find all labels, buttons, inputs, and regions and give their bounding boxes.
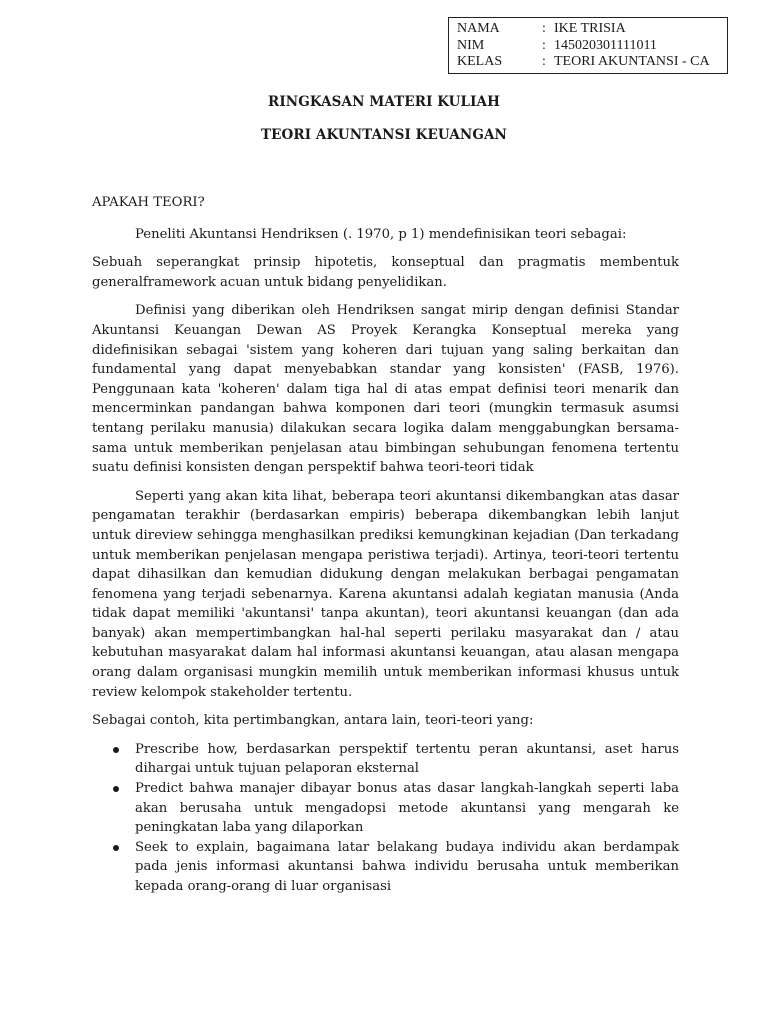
nama-label: NAMA — [457, 21, 500, 36]
kelas-value: TEORI AKUNTANSI - CA — [554, 54, 710, 69]
list-item-text: Prescribe how, berdasarkan perspektif tertentu peran akuntansi, aset harus dihargai untuk tujuan pelaporan eksternal — [135, 741, 679, 777]
bullet-list — [92, 740, 679, 897]
paragraph: Sebuah seperangkat prinsip hipotetis, konseptual dan pragmatis membentuk generalframework acuan untuk bidang penyelidikan. — [92, 255, 679, 290]
document-title: RINGKASAN MATERI KULIAH — [268, 94, 500, 110]
document-body — [92, 193, 679, 897]
id-row-kelas — [457, 54, 727, 71]
nim-label: NIM — [457, 37, 485, 53]
section-heading: APAKAH TEORI? — [92, 195, 205, 210]
nim-colon: : — [542, 37, 546, 53]
paragraph: Definisi yang diberikan oleh Hendriksen sangat mirip dengan definisi Standar Akuntansi Keuangan Dewan AS Proyek Kerangka Konseptual mereka yang didefinisikan sebagai 'sistem yang koheren dari tujuan yang saling berkaitan dan fundamental yang dapat menyebabkan standar yang konsisten' (FASB, 1976). Penggunaan kata 'koheren' dalam tiga hal di atas empat definisi teori menarik dan mencerminkan pandangan bahwa komponen dari teori (mungkin termasuk asumsi tentang perilaku manusia) dilakukan secara logika dalam menggabungkan bersama-sama untuk memberikan penjelasan atau bimbingan sehubungan fenomena tertentu suatu definisi konsisten dengan perspektif bahwa teori-teori tidak — [92, 303, 679, 476]
list-item-text: Predict bahwa manajer dibayar bonus atas dasar langkah-langkah seperti laba akan berusaha untuk mengadopsi metode akuntansi yang mengarah ke peningkatan laba yang dilaporkan — [135, 781, 679, 836]
student-id-box — [448, 17, 728, 74]
list-item — [92, 779, 679, 838]
bullet-icon — [113, 845, 119, 851]
list-item — [92, 838, 679, 897]
id-row-nama — [457, 21, 727, 38]
kelas-label: KELAS — [457, 54, 503, 69]
kelas-colon: : — [542, 54, 546, 69]
nama-colon: : — [542, 21, 546, 36]
document-subtitle: TEORI AKUNTANSI KEUANGAN — [261, 127, 507, 143]
paragraph: Sebagai contoh, kita pertimbangkan, antara lain, teori-teori yang: — [92, 713, 534, 729]
paragraph: Peneliti Akuntansi Hendriksen (. 1970, p 1) mendefinisikan teori sebagai: — [135, 226, 627, 242]
nama-value: IKE TRISIA — [554, 21, 626, 36]
bullet-icon — [113, 786, 119, 792]
id-row-nim — [457, 38, 727, 55]
bullet-icon — [113, 747, 119, 753]
list-item-text: Seek to explain, bagaimana latar belakang budaya individu akan berdampak pada jenis informasi akuntansi bahwa individu berusaha untuk memberikan kepada orang-orang di luar organisasi — [135, 839, 679, 894]
nim-value: 145020301111011 — [554, 37, 657, 53]
list-item — [92, 740, 679, 779]
paragraph: Seperti yang akan kita lihat, beberapa teori akuntansi dikembangkan atas dasar pengamatan terakhir (berdasarkan empiris) beberapa dikembangkan lebih lanjut untuk direview sehingga menghasilkan prediksi kemungkinan kejadian (Dan terkadang untuk memberikan penjelasan mengapa peristiwa terjadi). Artinya, teori-teori tertentu dapat dihasilkan dan kemudian didukung dengan melakukan berbagai pengamatan fenomena yang terjadi sebenarnya. Karena akuntansi adalah kegiatan manusia (Anda tidak dapat memiliki 'akuntansi' tanpa akuntan), teori akuntansi keuangan (dan ada banyak) akan mempertimbangkan hal-hal seperti perilaku masyarakat dan / atau kebutuhan masyarakat dalam hal informasi akuntansi keuangan, atau alasan mengapa orang dalam organisasi mungkin memilih untuk memberikan informasi khusus untuk review kelompok stakeholder tertentu. — [92, 488, 679, 700]
